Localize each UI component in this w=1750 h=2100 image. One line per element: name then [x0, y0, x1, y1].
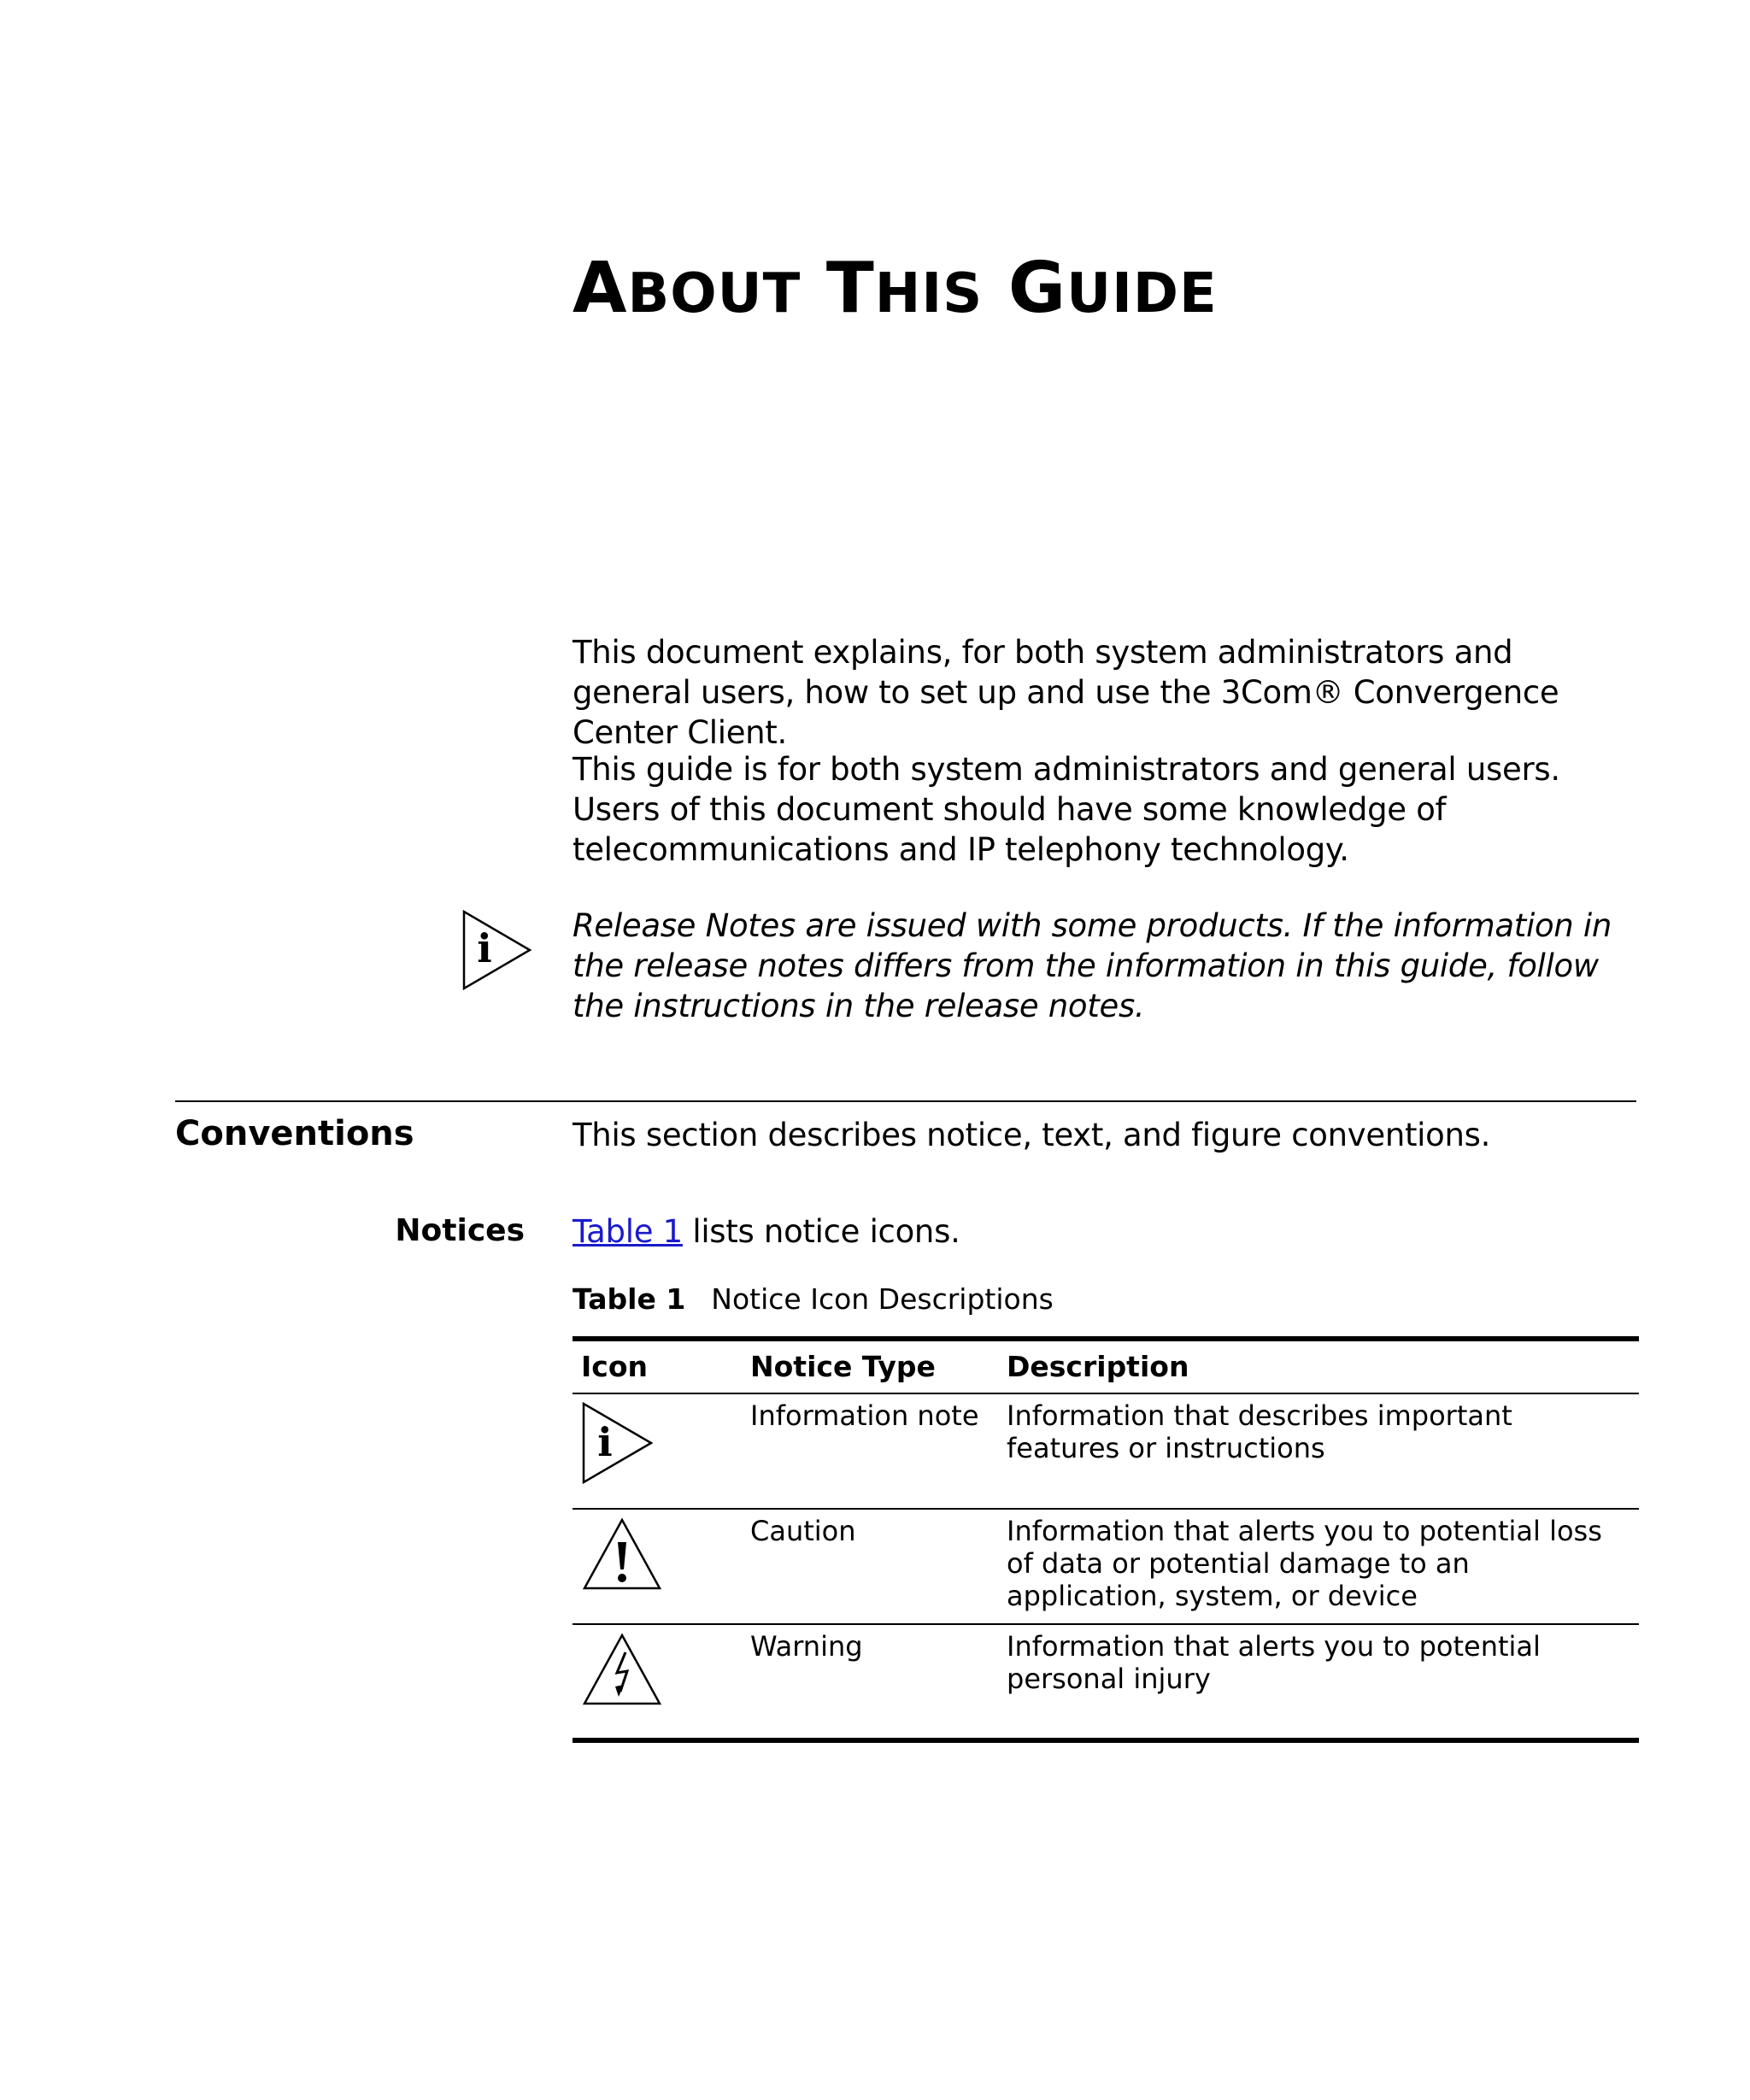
table-row	[573, 1509, 1639, 1624]
description-cell: Information that alerts you to potential personal injury	[998, 1624, 1639, 1740]
conventions-description: This section describes notice, text, and figure conventions.	[573, 1117, 1491, 1153]
section-divider	[175, 1100, 1636, 1102]
svg-text:i: i	[477, 925, 492, 971]
icon-cell	[573, 1624, 742, 1740]
svg-text:i: i	[597, 1419, 613, 1465]
intro-paragraph-1: This document explains, for both system administrators and general users, how to set up and use the 3Com® Convergence Center Client.	[573, 634, 1559, 751]
table-1-link[interactable]: Table 1	[573, 1213, 683, 1250]
header-icon: Icon	[573, 1339, 742, 1393]
release-note-text: Release Notes are issued with some products. If the information in the release notes differs from the information in this guide, follow the instructions in the release notes.	[573, 907, 1612, 1024]
intro-paragraph-2: This guide is for both system administrators and general users. Users of this document should have some knowledge of telecommunications and IP telephony technology.	[573, 751, 1560, 868]
notice-type-cell: Warning	[742, 1624, 998, 1740]
header-description: Description	[998, 1339, 1639, 1393]
information-note-icon	[461, 909, 533, 991]
caution-icon	[581, 1516, 663, 1592]
conventions-heading: Conventions	[175, 1114, 414, 1153]
notice-type-cell: Caution	[742, 1509, 998, 1624]
table-caption	[573, 1282, 1054, 1317]
table-caption-title: Notice Icon Descriptions	[711, 1282, 1054, 1316]
notice-icon-table	[573, 1336, 1639, 1743]
notices-heading: Notices	[395, 1213, 525, 1248]
page-title: ABOUT THIS GUIDE	[573, 248, 1218, 329]
header-notice-type: Notice Type	[742, 1339, 998, 1393]
notice-type-cell: Information note	[742, 1393, 998, 1509]
table-row	[573, 1624, 1639, 1740]
icon-cell	[573, 1509, 742, 1624]
warning-icon	[581, 1632, 663, 1707]
table-header-row	[573, 1339, 1639, 1393]
table-caption-label: Table 1	[573, 1282, 686, 1316]
table-row	[573, 1393, 1639, 1509]
notices-description: Table 1 lists notice icons.	[573, 1213, 960, 1250]
information-note-icon	[581, 1401, 655, 1485]
description-cell: Information that describes important features or instructions	[998, 1393, 1639, 1509]
icon-cell	[573, 1393, 742, 1509]
description-cell: Information that alerts you to potential loss of data or potential damage to an application, system, or device	[998, 1509, 1639, 1624]
